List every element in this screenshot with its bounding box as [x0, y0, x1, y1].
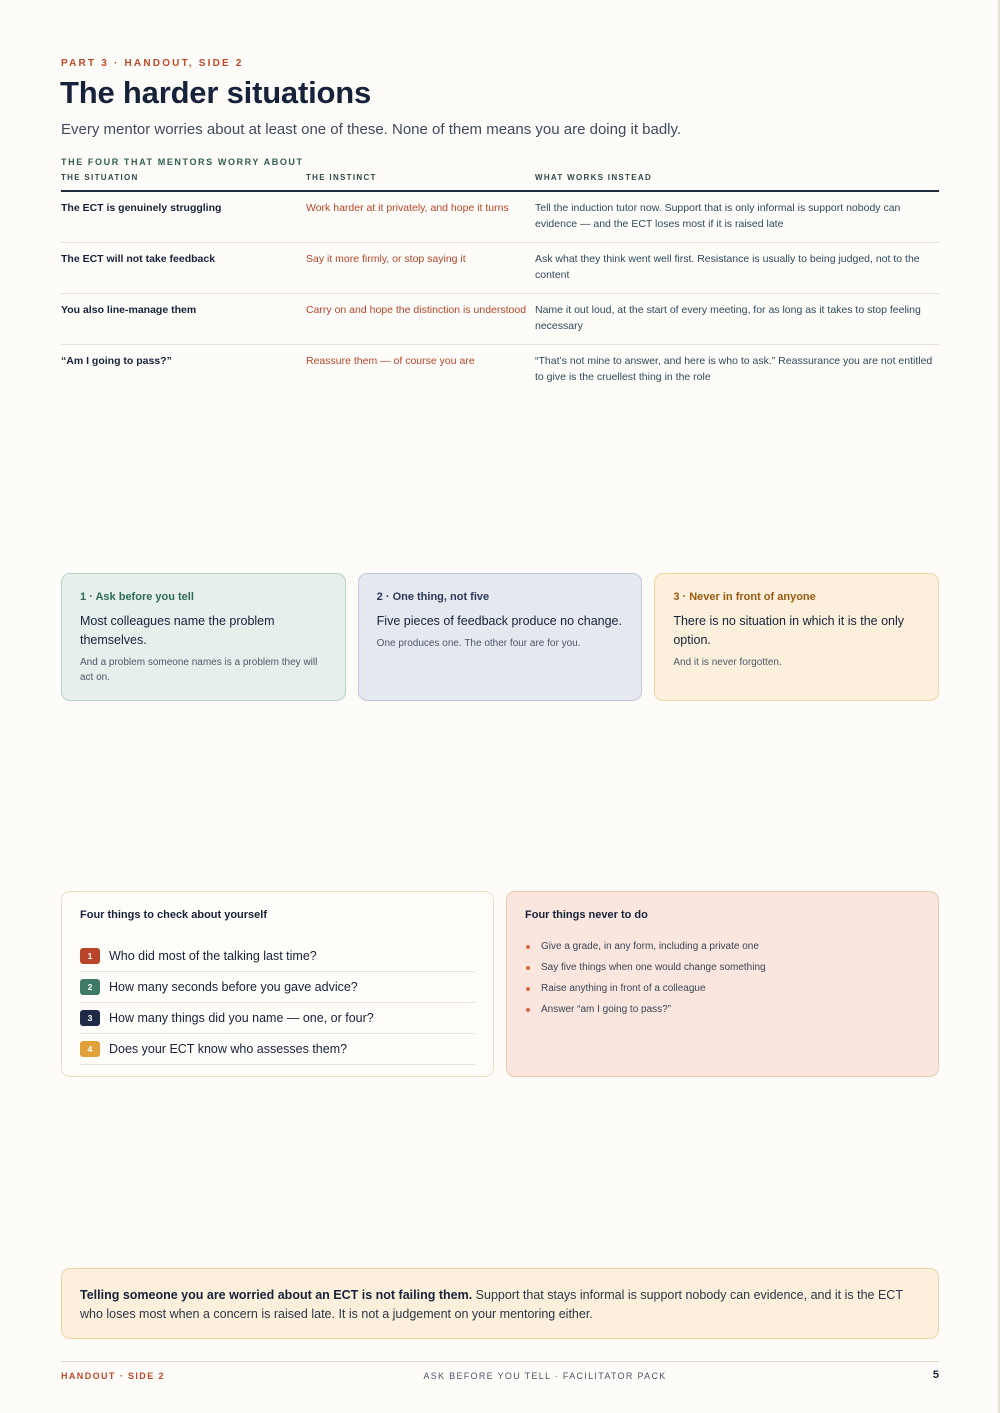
table-row [61, 243, 939, 294]
footer-title: ASK BEFORE YOU TELL · FACILITATOR PACK [423, 1371, 667, 1381]
list-item [80, 941, 475, 972]
card-kicker: 3 · Never in front of anyone [673, 591, 816, 603]
page-number: 5 [932, 1369, 939, 1381]
list-item [525, 981, 920, 1002]
number-badge: 3 [80, 1010, 100, 1026]
situation-cell: The ECT is genuinely struggling [61, 202, 222, 214]
instead-cell: Tell the induction tutor now. Support that is only informal is support nobody can evidence — and the ECT loses most if it is raised late [535, 202, 901, 230]
card-title: Five pieces of feedback produce no change. [376, 614, 622, 628]
never-text: Give a grade, in any form, including a private one [541, 941, 759, 952]
never-text: Answer “am I going to pass?” [541, 1004, 672, 1015]
never-do-title: Four things never to do [525, 909, 648, 921]
list-item [80, 972, 475, 1003]
card-kicker: 1 · Ask before you tell [80, 591, 194, 603]
check-text: Who did most of the talking last time? [109, 949, 317, 963]
self-check-list [80, 941, 475, 1065]
header-instead: WHAT WORKS INSTEAD [535, 173, 653, 182]
list-item [80, 1003, 475, 1034]
table-header [61, 173, 939, 192]
card-body: One produces one. The other four are for you. [376, 638, 581, 649]
principle-card-ask [61, 573, 346, 701]
list-item [525, 960, 920, 981]
instinct-cell: Reassure them — of course you are [306, 355, 475, 367]
situations-table [61, 157, 939, 395]
never-text: Say five things when one would change something [541, 962, 766, 973]
table-row [61, 192, 939, 243]
card-body: And it is never forgotten. [673, 657, 782, 668]
page-title: The harder situations [60, 75, 372, 110]
principle-card-never-public [654, 573, 939, 701]
instead-cell: “That’s not mine to answer, and here is who to ask.” Reassurance you are not entitled to give is the cruellest thing in the role [535, 355, 933, 383]
card-title: Most colleagues name the problem themselves. [80, 614, 275, 647]
bullet-icon [526, 966, 530, 970]
never-do-list [525, 939, 920, 1023]
check-text: How many seconds before you gave advice? [109, 980, 358, 994]
card-body: And a problem someone names is a problem they will act on. [80, 657, 318, 683]
card-kicker: 2 · One thing, not five [376, 591, 490, 603]
instead-cell: Name it out loud, at the start of every meeting, for as long as it takes to stop feeling necessary [535, 304, 921, 332]
list-item [525, 1002, 920, 1023]
instinct-cell: Say it more firmly, or stop saying it [306, 253, 466, 265]
footer-divider [61, 1361, 939, 1362]
self-check-title: Four things to check about yourself [80, 909, 268, 921]
number-badge: 1 [80, 948, 100, 964]
check-text: Does your ECT know who assesses them? [109, 1042, 348, 1056]
situation-cell: The ECT will not take feedback [61, 253, 216, 265]
card-title: There is no situation in which it is the only option. [673, 614, 905, 647]
eyebrow: PART 3 · HANDOUT, SIDE 2 [61, 58, 244, 69]
principle-card-one-thing [358, 573, 643, 701]
bullet-icon [526, 1008, 530, 1012]
principle-cards [61, 573, 939, 701]
table-row [61, 294, 939, 345]
header-instinct: THE INSTINCT [306, 173, 377, 182]
self-check-panel [61, 891, 494, 1077]
number-badge: 2 [80, 979, 100, 995]
number-badge: 4 [80, 1041, 100, 1057]
situation-cell: You also line-manage them [61, 304, 197, 316]
callout-lead: Telling someone you are worried about an ECT is not failing them. [80, 1288, 473, 1302]
header-situation: THE SITUATION [61, 173, 139, 182]
bullet-icon [526, 987, 530, 991]
instinct-cell: Carry on and hope the distinction is understood [306, 304, 527, 316]
list-item [525, 939, 920, 960]
situation-cell: “Am I going to pass?” [61, 355, 172, 367]
footer-section: HANDOUT · SIDE 2 [61, 1371, 165, 1381]
instinct-cell: Work harder at it privately, and hope it turns [306, 202, 509, 214]
bullet-icon [526, 945, 530, 949]
never-text: Raise anything in front of a colleague [541, 983, 706, 994]
escalation-callout [61, 1268, 939, 1339]
instead-cell: Ask what they think went well first. Resistance is usually to being judged, not to the content [535, 253, 920, 281]
table-caption: THE FOUR THAT MENTORS WORRY ABOUT [61, 157, 304, 167]
table-row [61, 345, 939, 395]
callout-text: Support that stays informal is support nobody can evidence, and it is the ECT who loses most when a concern is raised late. It is not a judgement on your mentoring either. [80, 1288, 903, 1321]
never-do-panel [506, 891, 939, 1077]
list-item [80, 1034, 475, 1065]
check-text: How many things did you name — one, or four? [109, 1011, 374, 1025]
page-subtitle: Every mentor worries about at least one of these. None of them means you are doing it badly. [61, 121, 682, 138]
